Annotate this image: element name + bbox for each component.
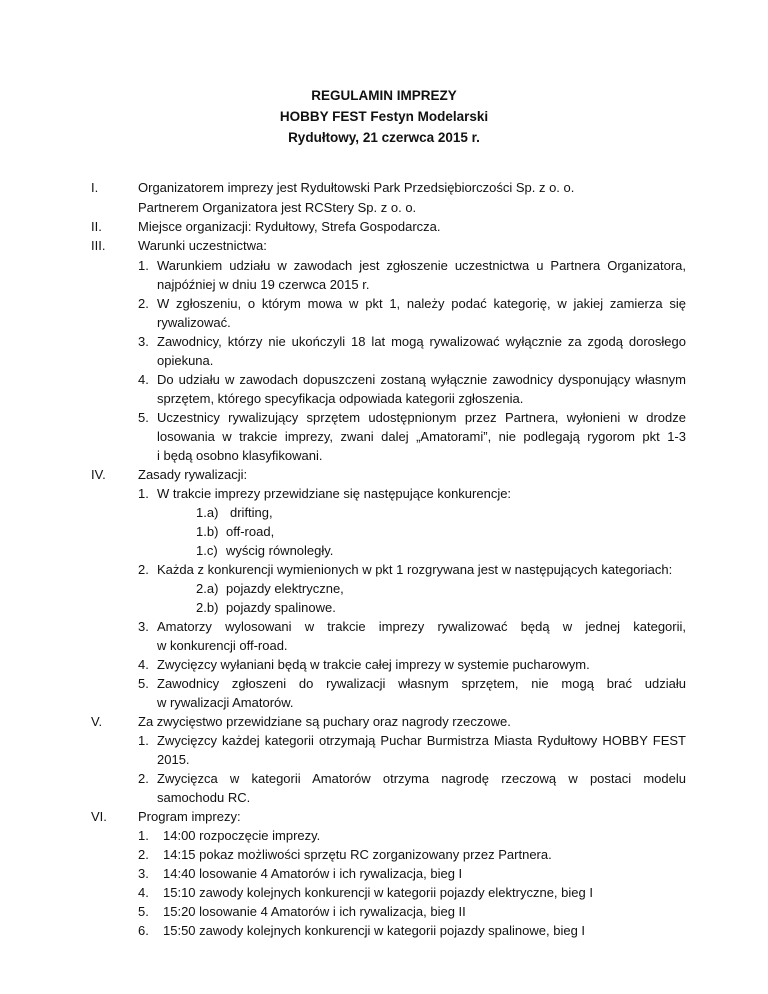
list-item-line: W trakcie imprezy przewidziane się następujące konkurencje: xyxy=(157,486,512,501)
list-item-line: Do udziału w zawodach dopuszczeni zostaną wyłącznie zawodnicy dysponujący własnym xyxy=(157,372,686,387)
list-item-line: Uczestnicy rywalizujący sprzętem udostępnionym przez Partnera, wyłonieni w drodze xyxy=(157,410,686,425)
list-item-line: Zwycięzcy wyłaniani będą w trakcie całej imprezy w systemie pucharowym. xyxy=(157,657,590,672)
list-item-line: Zwycięzca w kategorii Amatorów otrzyma nagrodę rzeczową w postaci modelu xyxy=(157,771,686,786)
section-heading: Za zwycięstwo przewidziane są puchary oraz nagrody rzeczowe. xyxy=(138,714,511,729)
list-item-line: Zawodnicy zgłoszeni do rywalizacji własnym sprzętem, nie mogą brać udziału xyxy=(157,676,686,691)
subitem-number: 2.b) xyxy=(196,600,219,615)
list-item-line: rywalizować. xyxy=(157,315,231,330)
item-number: 3. xyxy=(138,334,149,349)
item-number: 1. xyxy=(138,828,149,843)
list-item-line: Zawodnicy, którzy nie ukończyli 18 lat mogą rywalizować wyłącznie za zgodą dorosłego xyxy=(157,334,686,349)
list-item-line: W zgłoszeniu, o którym mowa w pkt 1, należy podać kategorię, w jakiej zamierza się xyxy=(157,296,686,311)
program-item: 14:15 pokaz możliwości sprzętu RC zorganizowany przez Partnera. xyxy=(163,847,552,862)
item-number: 2. xyxy=(138,296,149,311)
subitem-text: wyścig równoległy. xyxy=(226,543,334,558)
list-item-line: sprzętem, którego specyfikacja odpowiada kategorii zgłoszenia. xyxy=(157,391,524,406)
list-item-line: Amatorzy wylosowani w trakcie imprezy rywalizować będą w jednej kategorii, xyxy=(157,619,686,634)
item-number: 3. xyxy=(138,866,149,881)
program-item: 15:10 zawody kolejnych konkurencji w kategorii pojazdy elektryczne, bieg I xyxy=(163,885,593,900)
list-item-line: Zwycięzcy każdej kategorii otrzymają Puchar Burmistrza Miasta Rydułtowy HOBBY FEST xyxy=(157,733,686,748)
item-number: 1. xyxy=(138,486,149,501)
paragraph-line: Organizatorem imprezy jest Rydułtowski Park Przedsiębiorczości Sp. z o. o. xyxy=(138,180,575,195)
event-date: Rydułtowy, 21 czerwca 2015 r. xyxy=(288,130,480,145)
event-name: HOBBY FEST Festyn Modelarski xyxy=(279,109,489,124)
list-item-line: samochodu RC. xyxy=(157,790,251,805)
paragraph-line: Miejsce organizacji: Rydułtowy, Strefa Gospodarcza. xyxy=(138,219,441,234)
subitem-text: drifting, xyxy=(230,505,273,520)
list-item-line: Warunkiem udziału w zawodach jest zgłoszenie uczestnictwa u Partnera Organizatora, xyxy=(157,258,686,273)
item-number: 2. xyxy=(138,847,149,862)
item-number: 5. xyxy=(138,410,149,425)
list-item-line: opiekuna. xyxy=(157,353,214,368)
section-heading: Warunki uczestnictwa: xyxy=(138,238,267,253)
program-item: 14:40 losowanie 4 Amatorów i ich rywalizacja, bieg I xyxy=(163,866,463,881)
subitem-text: pojazdy elektryczne, xyxy=(226,581,344,596)
item-number: 3. xyxy=(138,619,149,634)
list-item-line: i będą osobno klasyfikowani. xyxy=(157,448,323,463)
subitem-text: pojazdy spalinowe. xyxy=(226,600,336,615)
list-item-line: Każda z konkurencji wymienionych w pkt 1 rozgrywana jest w następujących kategoriach: xyxy=(157,562,673,577)
section-number: IV. xyxy=(91,467,106,482)
subitem-number: 1.c) xyxy=(196,543,218,558)
section-number: I. xyxy=(91,180,99,195)
item-number: 1. xyxy=(138,733,149,748)
section-number: VI. xyxy=(91,809,107,824)
program-item: 14:00 rozpoczęcie imprezy. xyxy=(163,828,321,843)
subitem-number: 1.b) xyxy=(196,524,219,539)
list-item-line: 2015. xyxy=(157,752,190,767)
list-item-line: w rywalizacji Amatorów. xyxy=(157,695,294,710)
subitem-number: 2.a) xyxy=(196,581,219,596)
section-heading: Zasady rywalizacji: xyxy=(138,467,248,482)
list-item-line: w konkurencji off-road. xyxy=(157,638,288,653)
section-number: II. xyxy=(91,219,102,234)
paragraph-line: Partnerem Organizatora jest RCStery Sp. z o. o. xyxy=(138,200,417,215)
section-number: V. xyxy=(91,714,103,729)
document-title: REGULAMIN IMPREZY xyxy=(311,88,457,103)
item-number: 6. xyxy=(138,923,149,938)
subitem-number: 1.a) xyxy=(196,505,219,520)
section-number: III. xyxy=(91,238,106,253)
section-heading: Program imprezy: xyxy=(138,809,241,824)
item-number: 2. xyxy=(138,562,149,577)
list-item-line: losowania w trakcie imprezy, zwani dalej „Amatorami”, nie podlegają rygorom pkt 1-3 xyxy=(157,429,686,444)
program-item: 15:20 losowanie 4 Amatorów i ich rywalizacja, bieg II xyxy=(163,904,466,919)
program-item: 15:50 zawody kolejnych konkurencji w kategorii pojazdy spalinowe, bieg I xyxy=(163,923,586,938)
item-number: 4. xyxy=(138,657,149,672)
item-number: 5. xyxy=(138,676,149,691)
item-number: 2. xyxy=(138,771,149,786)
subitem-text: off-road, xyxy=(226,524,275,539)
item-number: 4. xyxy=(138,372,149,387)
list-item-line: najpóźniej w dniu 19 czerwca 2015 r. xyxy=(157,277,370,292)
item-number: 5. xyxy=(138,904,149,919)
item-number: 1. xyxy=(138,258,149,273)
item-number: 4. xyxy=(138,885,149,900)
